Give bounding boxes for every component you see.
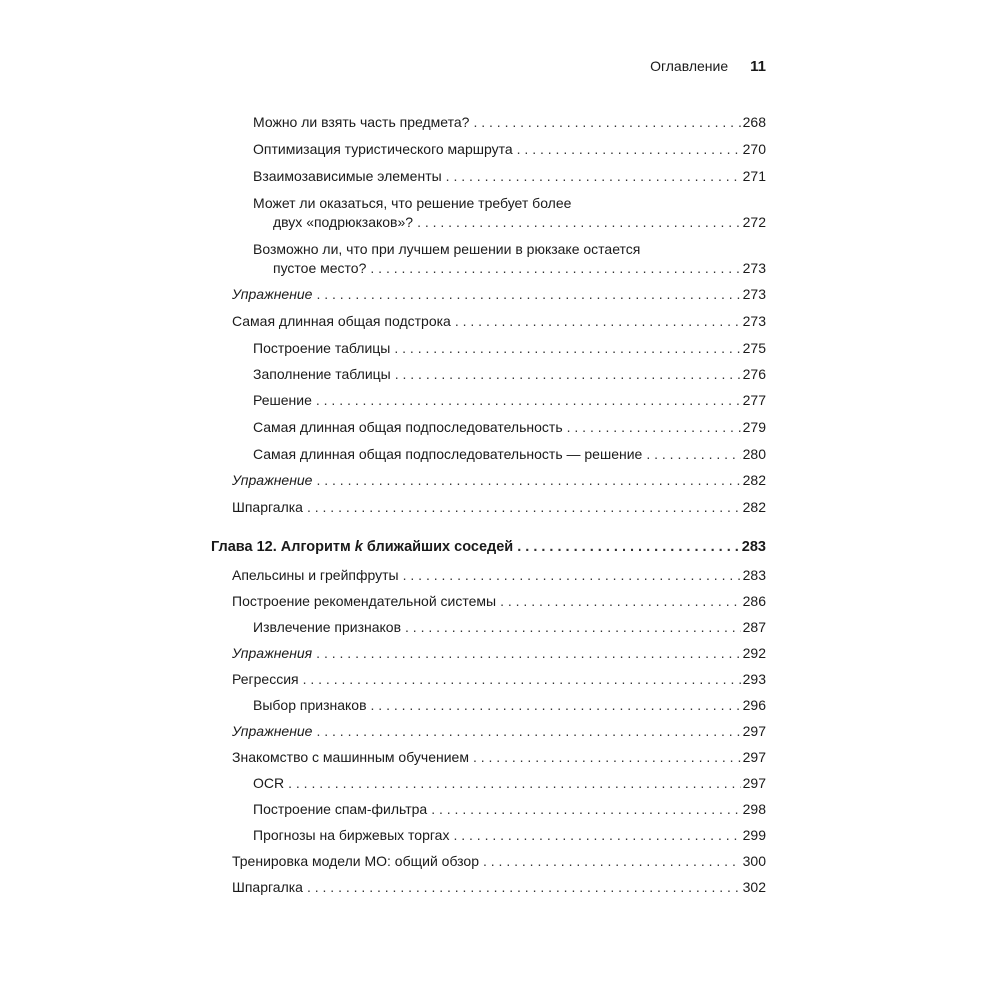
leader-dots	[403, 566, 741, 585]
toc-entry	[253, 774, 766, 793]
toc-entry-title: Прогнозы на биржевых торгах	[253, 827, 450, 843]
toc-entry	[232, 722, 766, 741]
toc-entry	[253, 113, 766, 132]
leader-dots	[316, 391, 741, 410]
toc-entry-page: 270	[742, 141, 766, 157]
leader-dots	[473, 748, 741, 767]
toc-entry-page: 296	[742, 697, 766, 713]
toc-entry-title: Извлечение признаков	[253, 619, 402, 635]
toc-entry-title: Построение спам-фильтра	[253, 801, 428, 817]
toc-entry	[253, 194, 766, 232]
toc-entry-title: Построение таблицы	[253, 340, 391, 356]
toc-entry-page: 293	[742, 671, 766, 687]
toc-entry	[253, 800, 766, 819]
toc-entry-title: Решение	[253, 392, 312, 408]
toc-entry-title: Тренировка модели МО: общий обзор	[232, 853, 479, 869]
toc-entry-title: Заполнение таблицы	[253, 366, 391, 382]
toc-entry-page: 297	[742, 723, 766, 739]
toc-entry-page: 287	[742, 619, 766, 635]
toc-entry-page: 273	[742, 313, 766, 329]
leader-dots	[394, 339, 740, 358]
toc-entry-page: 277	[742, 392, 766, 408]
leader-dots	[316, 471, 740, 490]
toc-entry	[232, 748, 766, 767]
toc-entry-page: 273	[742, 260, 766, 276]
toc-entry	[232, 852, 766, 871]
toc-entry-page: 282	[742, 499, 766, 515]
toc-entry-page: 280	[742, 446, 766, 462]
toc-entry-title: Упражнение	[232, 286, 313, 302]
toc-entry-page: 279	[742, 419, 766, 435]
leader-dots	[517, 538, 740, 557]
toc-entry	[253, 240, 766, 278]
toc-entry-page: 271	[742, 168, 766, 184]
leader-dots	[307, 498, 741, 517]
toc-entry-title: Упражнение	[232, 472, 313, 488]
toc-entry-page: 286	[742, 593, 766, 609]
toc-entry	[232, 670, 766, 689]
leader-dots	[316, 285, 740, 304]
toc-entry-title: Упражнения	[232, 645, 313, 661]
toc-entry	[232, 878, 766, 897]
chapter-title-suffix: ближайших соседей	[362, 539, 514, 555]
toc-entry	[232, 285, 766, 304]
leader-dots	[316, 644, 740, 663]
toc-entry	[232, 498, 766, 517]
toc-entry-page: 292	[742, 645, 766, 661]
leader-dots	[395, 365, 741, 384]
toc-entry-title: Апельсины и грейпфруты	[232, 567, 399, 583]
toc-entry	[253, 391, 766, 410]
leader-dots	[517, 140, 741, 159]
toc-entry-title: Оптимизация туристического маршрута	[253, 141, 513, 157]
leader-dots	[370, 259, 740, 278]
leader-dots	[417, 213, 741, 232]
toc-entry	[253, 167, 766, 186]
toc-entry-title: двух «подрюкзаков»?	[273, 214, 414, 230]
toc-entry-title: Шпаргалка	[232, 879, 303, 895]
section-title: Оглавление	[650, 58, 729, 74]
leader-dots	[453, 826, 740, 845]
toc-entry	[232, 312, 766, 331]
toc-entry	[253, 339, 766, 358]
toc-entry-title-line1: Возможно ли, что при лучшем решении в рюкзаке остается	[253, 241, 641, 257]
toc-entry	[232, 471, 766, 490]
toc-entry	[253, 418, 766, 437]
toc-entry-title: Самая длинная общая подпоследовательность — решение	[253, 446, 643, 462]
leader-dots	[303, 670, 741, 689]
toc-entry-page: 297	[742, 775, 766, 791]
toc-entry	[253, 826, 766, 845]
toc-entry-page: 297	[742, 749, 766, 765]
toc-entry	[253, 618, 766, 637]
toc-entry-title: Самая длинная общая подпоследовательность	[253, 419, 563, 435]
toc-entry-title: Самая длинная общая подстрока	[232, 313, 451, 329]
leader-dots	[307, 878, 741, 897]
leader-dots	[455, 312, 741, 331]
toc-entry-title: Можно ли взять часть предмета?	[253, 114, 470, 130]
toc-entry-title: Взаимозависимые элементы	[253, 168, 442, 184]
toc-entry-page: 300	[742, 853, 766, 869]
toc-entry	[232, 644, 766, 663]
leader-dots	[483, 852, 741, 871]
toc-entry-title-line1: Может ли оказаться, что решение требует более	[253, 195, 572, 211]
toc-entry-page: 268	[742, 114, 766, 130]
leader-dots	[431, 800, 740, 819]
toc-entry-page: 282	[742, 472, 766, 488]
chapter-title	[211, 538, 513, 557]
toc-chapter-entry	[211, 538, 766, 557]
toc-entry-page: 299	[742, 827, 766, 843]
toc-entry	[232, 592, 766, 611]
toc-entry	[232, 566, 766, 585]
toc-entry-title: Построение рекомендательной системы	[232, 593, 497, 609]
leader-dots	[316, 722, 740, 741]
leader-dots	[567, 418, 741, 437]
toc-entry	[253, 365, 766, 384]
toc-entry-title: OCR	[253, 775, 285, 791]
leader-dots	[405, 618, 741, 637]
leader-dots	[500, 592, 741, 611]
toc-entry-title: Выбор признаков	[253, 697, 367, 713]
toc-entry	[253, 140, 766, 159]
toc-entry	[253, 696, 766, 715]
toc-entry-title: Знакомство с машинным обучением	[232, 749, 469, 765]
toc-entry-title: Упражнение	[232, 723, 313, 739]
page-number: 11	[750, 58, 766, 75]
toc-entry-title: Регрессия	[232, 671, 299, 687]
leader-dots	[288, 774, 741, 793]
toc-entry-page: 302	[742, 879, 766, 895]
toc-entry-page: 276	[742, 366, 766, 382]
toc-entry-page: 298	[742, 801, 766, 817]
running-head	[650, 58, 766, 75]
leader-dots	[646, 445, 740, 464]
leader-dots	[473, 113, 740, 132]
toc-entry-page: 275	[742, 340, 766, 356]
toc-entry-page: 272	[742, 214, 766, 230]
toc-entry-page: 273	[742, 286, 766, 302]
toc-entry	[253, 445, 766, 464]
toc-entry-page: 283	[741, 539, 766, 555]
toc-entry-page: 283	[742, 567, 766, 583]
toc-entry-title: пустое место?	[273, 260, 367, 276]
chapter-title-prefix: Глава 12. Алгоритм	[211, 539, 355, 555]
toc-entry-title: Шпаргалка	[232, 499, 303, 515]
leader-dots	[446, 167, 741, 186]
leader-dots	[371, 696, 741, 715]
chapter-title-k: k	[354, 539, 363, 555]
